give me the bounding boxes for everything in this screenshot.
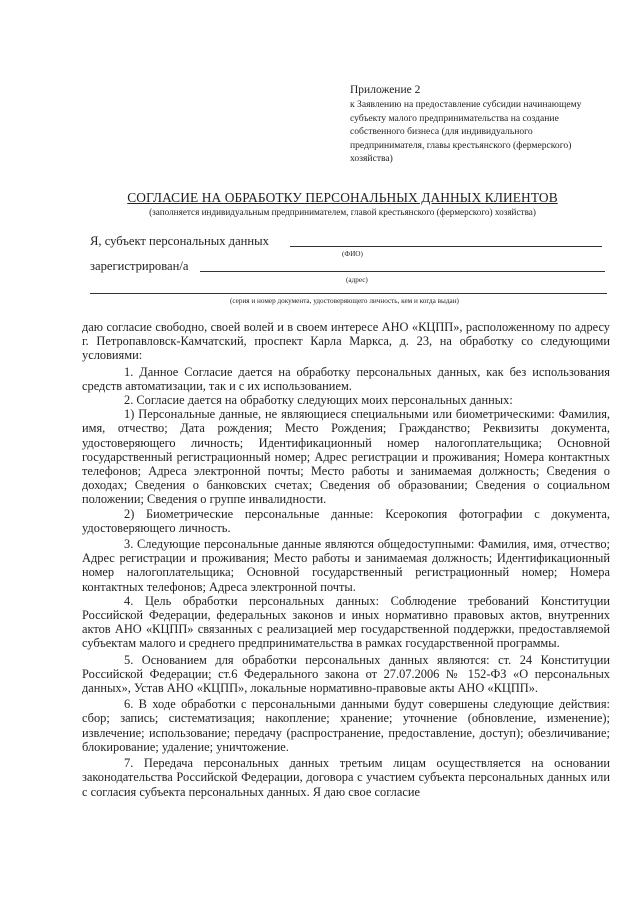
clause-2-2: 2) Биометрические персональные данные: Ксерокопия фотографии с документа, удостоверяющего личность.: [82, 506, 610, 535]
registered-label: зарегистрирован/а: [90, 259, 189, 273]
document-hint: (серия и номер документа, удостоверяющего личность, кем и когда выдан): [230, 297, 459, 305]
address-line: [200, 271, 605, 272]
clause-4: 4. Цель обработки персональных данных: Соблюдение требований Конституции Российской Федерации, федеральных законов и иных нормативно правовых актов, внутренних актов АНО «КЦПП» связанных с реализацией мер государственной поддержки, предоставляемой субъектам малого и среднего предпринимательства в рамках государственной программы.: [82, 593, 610, 651]
fio-line: [290, 246, 602, 247]
appendix-block: [350, 84, 608, 165]
clause-6: 6. В ходе обработки с персональными данными будут совершены следующие действия: сбор; запись; систематизация; накопление; хранение; уточнение (обновление, изменение); извлечение; использование; передачу (распространение, предоставление, доступ); обезличивание; блокирование; удаление; уничтожение.: [82, 697, 610, 754]
consent-title: СОГЛАСИЕ НА ОБРАБОТКУ ПЕРСОНАЛЬНЫХ ДАННЫХ КЛИЕНТОВ: [127, 190, 558, 205]
clause-2: 2. Согласие дается на обработку следующих моих персональных данных:: [124, 393, 513, 408]
intro-paragraph: даю согласие свободно, своей волей и в своем интересе АНО «КЦПП», расположенному по адресу г. Петропавловск-Камчатский, проспект Карла Маркса, д. 23, на обработку со следующими условиями:: [82, 320, 610, 363]
clause-1: 1. Данное Согласие дается на обработку персональных данных, как без использования средств автоматизации, так и с их использованием.: [82, 364, 610, 393]
fio-hint: (ФИО): [342, 250, 363, 258]
appendix-title: Приложение 2: [350, 84, 421, 96]
clause-3: 3. Следующие персональные данные являются общедоступными: Фамилия, имя, отчество; Адрес регистрации и проживания; Место работы и занимаемая должность; Идентификационный номер налогоплательщика; Основной государственный регистрационный номер; Номера контактных телефонов; Адреса электронной почты.: [82, 537, 610, 594]
appendix-text: к Заявлению на предоставление субсидии начинающему субъекту малого предпринимательства на создание собственного бизнеса (для индивидуального предпринимателя, главы крестьянского (фермерского) хозяйства): [350, 99, 582, 165]
clause-7: 7. Передача персональных данных третьим лицам осуществляется на основании законодательства Российской Федерации, договора с участием субъекта персональных данных или с согласия субъекта персональных данных. Я даю свое согласие: [82, 756, 610, 799]
address-hint: (адрес): [346, 276, 368, 284]
clause-2-1: 1) Персональные данные, не являющиеся специальными или биометрическими: Фамилия, имя, отчество; Дата рождения; Место Рождения; Гражданство; Реквизиты документа, удостоверяющего личность; Идентификационный номер налогоплательщика; Основной государственный регистрационный номер; Адрес регистрации и проживания; Номера контактных телефонов; Адреса электронной почты; Место работы и занимаемая должность; Сведения о доходах; Сведения о банковских счетах; Сведения об образовании; Сведения о социальном положении; Сведения о группе инвалидности.: [82, 407, 610, 507]
document-line: [90, 293, 607, 294]
consent-subtitle: (заполняется индивидуальным предпринимателем, главой крестьянского (фермерского) хозяйства): [149, 207, 536, 217]
subject-label: Я, субъект персональных данных: [90, 234, 269, 248]
consent-body: [82, 320, 610, 799]
clause-5: 5. Основанием для обработки персональных данных являются: ст. 24 Конституции Российской Федерации; ст.6 Федерального закона от 27.07.2006 № 152-ФЗ «О персональных данных», Устав АНО «КЦПП», локальные нормативно-правовые акты АНО «КЦПП».: [82, 652, 610, 696]
consent-heading: [90, 190, 595, 217]
